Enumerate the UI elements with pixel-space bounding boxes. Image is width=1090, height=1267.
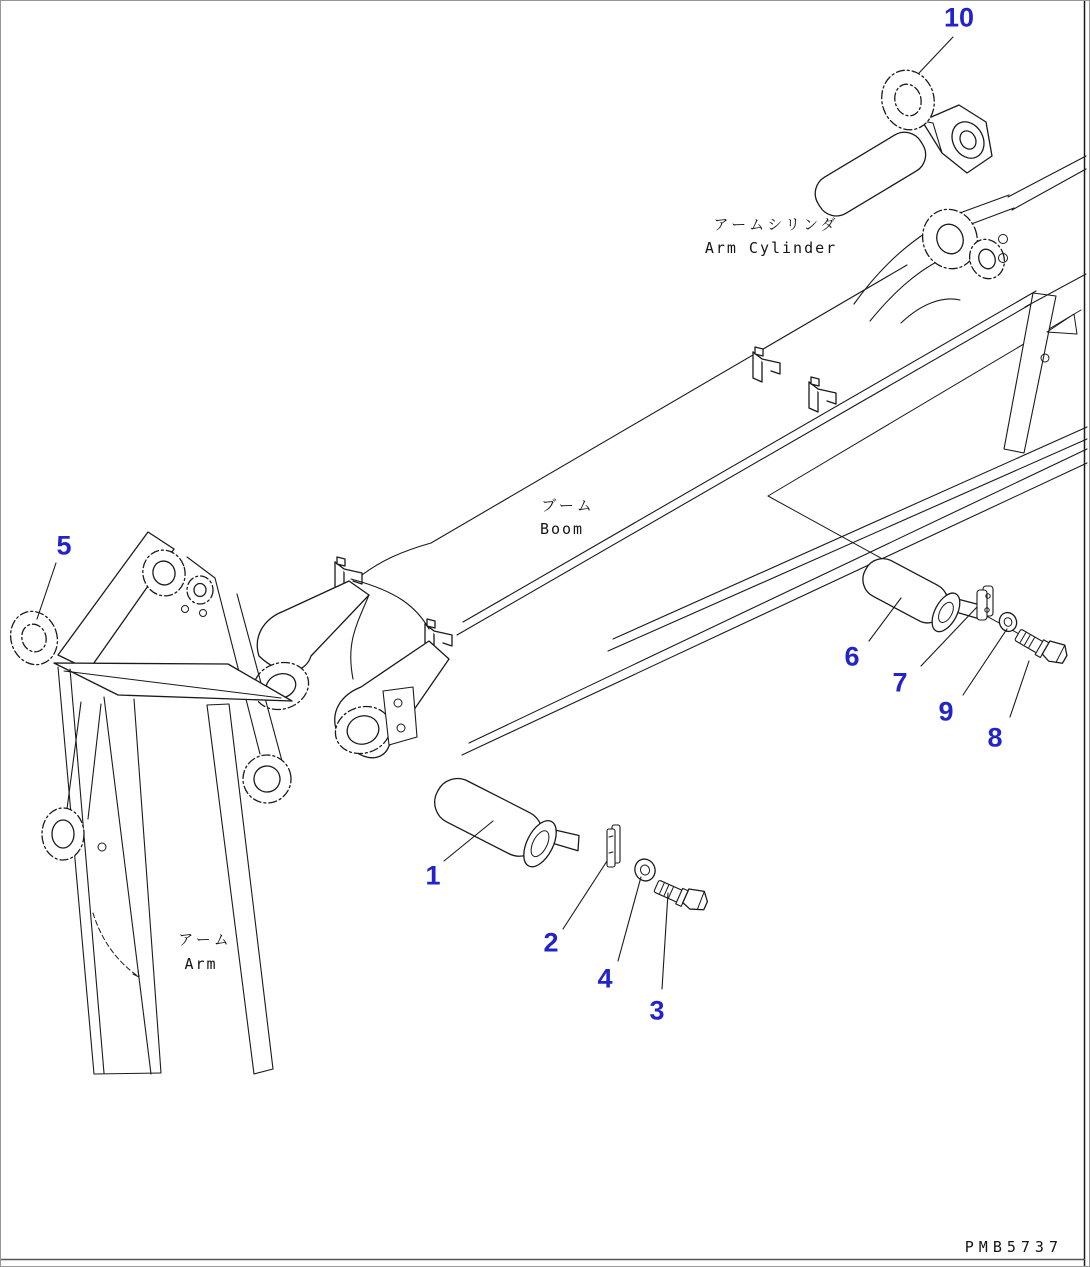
leader-line-6 <box>869 598 901 641</box>
hose-clamp-icon <box>809 377 836 412</box>
retainer-2-part <box>607 825 620 867</box>
leader-line-8 <box>1010 661 1029 717</box>
sheet-frame <box>1 1 1085 1266</box>
washer-9-part <box>997 610 1019 634</box>
callout-6[interactable]: 6 <box>844 641 860 672</box>
drawing-code: PMB5737 <box>964 1238 1063 1256</box>
washer-4-part <box>632 856 658 884</box>
callout-10[interactable]: 10 <box>943 2 975 33</box>
washer-5-part <box>4 605 64 671</box>
leader-line-4 <box>618 877 641 961</box>
leader-line-3 <box>662 893 668 989</box>
boom-label-en: Boom <box>539 520 585 538</box>
callout-3[interactable]: 3 <box>649 995 665 1026</box>
pin-1-part <box>426 769 584 883</box>
arm-cylinder-label-jp: アームシリンダ <box>713 215 839 234</box>
arm-label-jp: アーム <box>178 930 232 949</box>
boom-label-jp: ブーム <box>541 496 595 515</box>
hose-clamp-icon <box>753 347 780 382</box>
callout-8[interactable]: 8 <box>987 722 1003 753</box>
callout-1[interactable]: 1 <box>425 860 441 891</box>
callout-7[interactable]: 7 <box>892 667 908 698</box>
callout-5[interactable]: 5 <box>56 530 72 561</box>
diagram-canvas <box>1 1 1089 1266</box>
retainer-7-part <box>977 586 993 620</box>
leader-line-2 <box>563 861 607 929</box>
callout-4[interactable]: 4 <box>597 963 613 994</box>
arm-label-en: Arm <box>184 955 218 973</box>
leader-line-10 <box>919 37 953 73</box>
leader-line-9 <box>963 629 1007 695</box>
arm-drawing <box>42 532 295 1074</box>
leader-line-5 <box>37 563 56 619</box>
boom-drawing <box>247 156 1087 761</box>
callout-2[interactable]: 2 <box>543 927 559 958</box>
callout-9[interactable]: 9 <box>938 696 954 727</box>
bolt-3-part <box>653 873 711 916</box>
arm-cylinder-label-en: Arm Cylinder <box>704 239 838 257</box>
boom-foot <box>247 579 449 761</box>
bolt-8-part <box>1014 622 1071 668</box>
